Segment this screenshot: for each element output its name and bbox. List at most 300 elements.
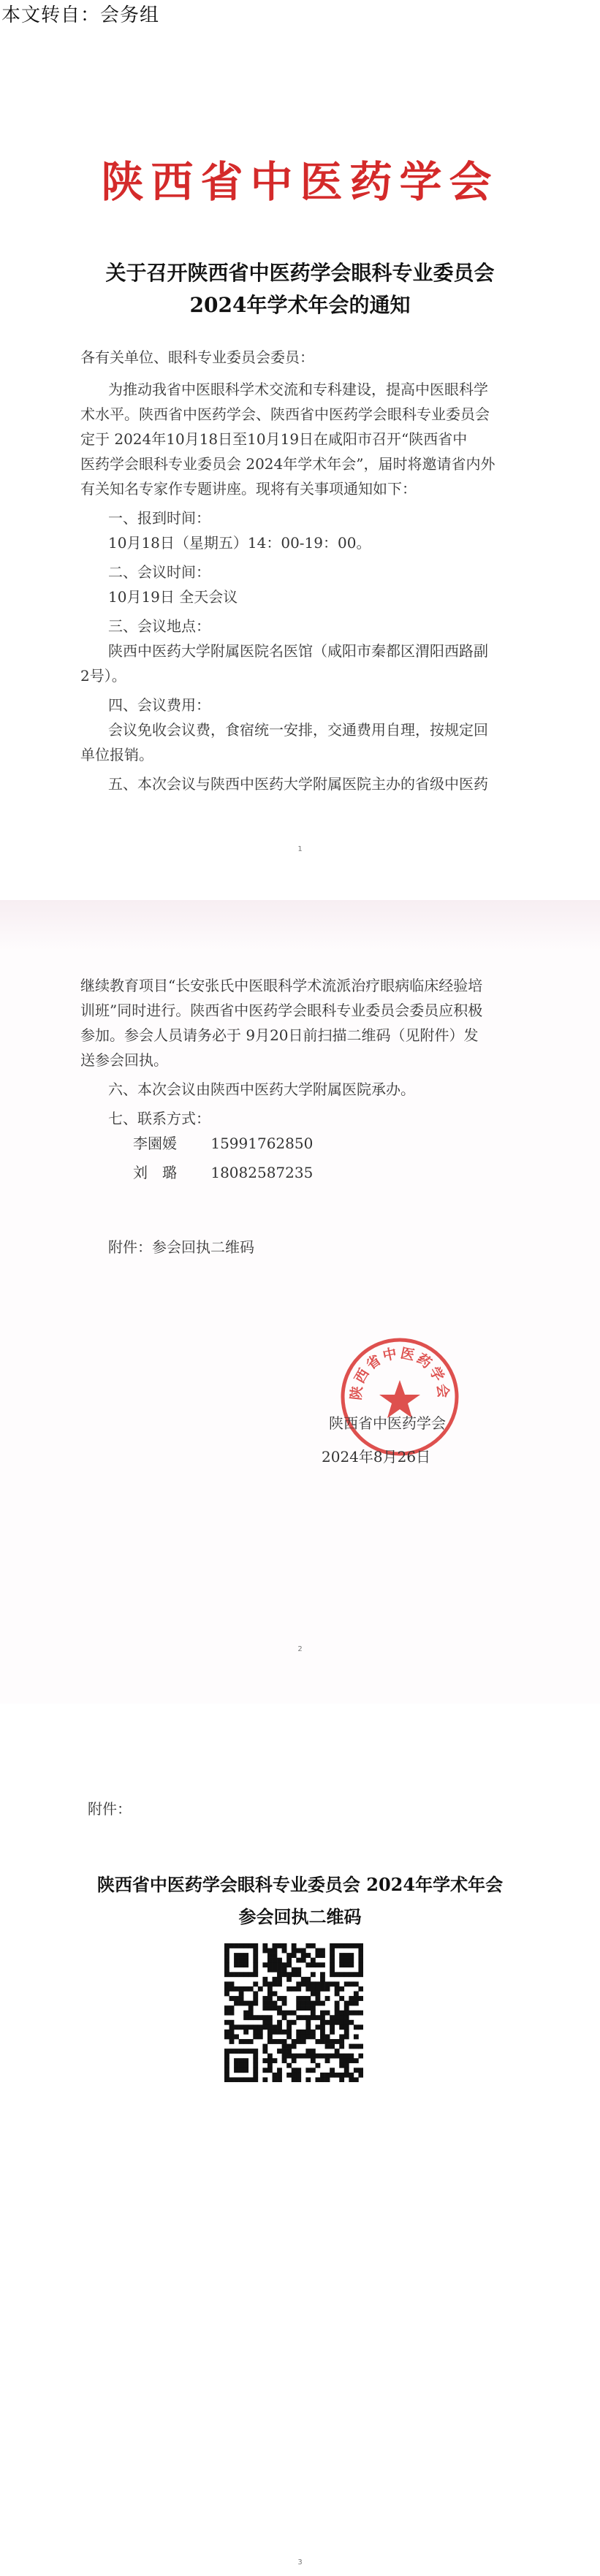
qr-module (358, 1962, 363, 1967)
qr-module (282, 2058, 287, 2063)
qr-module (286, 2020, 292, 2025)
qr-module (273, 1981, 278, 1986)
qr-module (229, 1981, 235, 1986)
qr-module (335, 2054, 340, 2059)
qr-module (311, 1958, 316, 1963)
qr-module (339, 1958, 344, 1963)
qr-module (358, 2068, 363, 2073)
qr-module (262, 1962, 267, 1967)
qr-module (292, 1967, 297, 1973)
qr-module (286, 1977, 292, 1982)
qr-module (267, 2068, 273, 2073)
qr-module (305, 2001, 311, 2006)
qr-module (234, 2063, 239, 2068)
qr-module (273, 1962, 278, 1967)
qr-module (253, 2063, 258, 2068)
qr-module (344, 2063, 349, 2068)
qr-module (320, 2024, 325, 2030)
qr-module (224, 1962, 229, 1967)
qr-module (292, 1943, 297, 1948)
qr-module (311, 2049, 316, 2054)
qr-module (311, 2054, 316, 2059)
qr-module (339, 2058, 344, 2063)
qr-module (315, 1962, 320, 1967)
qr-module (349, 2058, 354, 2063)
qr-module (305, 2054, 311, 2059)
qr-module (229, 1972, 235, 1977)
qr-module (354, 2058, 359, 2063)
qr-module (224, 1948, 229, 1954)
qr-module (311, 2011, 316, 2016)
repost-label: 本文转自：会务组 (1, 4, 160, 26)
qr-module (311, 1972, 316, 1977)
qr-module (305, 2005, 311, 2011)
qr-module (325, 2077, 330, 2082)
qr-module (229, 2011, 235, 2016)
qr-module (301, 1958, 306, 1963)
qr-module (344, 1953, 349, 1958)
qr-module (354, 2077, 359, 2082)
qr-module (267, 1967, 273, 1973)
qr-module (224, 2068, 229, 2073)
qr-module (229, 2020, 235, 2025)
qr-module (330, 1943, 335, 1948)
qr-module (239, 1962, 244, 1967)
page-number: 3 (297, 2558, 303, 2567)
qr-module (253, 2030, 258, 2035)
qr-module (239, 2049, 244, 2054)
qr-module (305, 2015, 311, 2020)
qr-module (301, 2001, 306, 2006)
qr-module (262, 2068, 267, 2073)
qr-module (248, 2039, 254, 2044)
signing-organization: 陕西省中医药学会 (329, 1414, 446, 1432)
continuation-line: 继续教育项目“长安张氏中医眼科学术流派治疗眼病临床经验培 (80, 977, 483, 994)
qr-module (234, 1962, 239, 1967)
qr-module (243, 2030, 248, 2035)
qr-module (267, 2020, 273, 2025)
qr-module (243, 2049, 248, 2054)
qr-module (277, 2024, 282, 2030)
qr-module (339, 1986, 344, 1992)
qr-module (320, 2077, 325, 2082)
qr-module (239, 2001, 244, 2006)
qr-module (253, 2054, 258, 2059)
page-number: 1 (297, 845, 303, 853)
qr-module (305, 2034, 311, 2039)
qr-module (224, 1981, 229, 1986)
qr-module (330, 2030, 335, 2035)
qr-module (229, 1943, 235, 1948)
qr-module (248, 2077, 254, 2082)
qr-module (344, 2068, 349, 2073)
qr-module (320, 2054, 325, 2059)
qr-module (239, 1958, 244, 1963)
qr-module (325, 2054, 330, 2059)
qr-module (320, 1948, 325, 1954)
qr-module (262, 2049, 267, 2054)
qr-module (277, 2030, 282, 2035)
qr-module (243, 1953, 248, 1958)
qr-module (349, 2077, 354, 2082)
qr-module (320, 2039, 325, 2044)
qr-module (301, 2030, 306, 2035)
qr-module (282, 1962, 287, 1967)
qr-module (262, 2015, 267, 2020)
qr-module (335, 2015, 340, 2020)
qr-module (301, 1953, 306, 1958)
qr-module (335, 2049, 340, 2054)
qr-module (344, 2073, 349, 2078)
qr-module (248, 2011, 254, 2016)
qr-module (273, 2077, 278, 2082)
qr-module (277, 1943, 282, 1948)
qr-module (248, 2024, 254, 2030)
qr-module (243, 1972, 248, 1977)
qr-module (286, 2011, 292, 2016)
qr-module (354, 1996, 359, 2001)
qr-module (330, 1953, 335, 1958)
qr-module (243, 2015, 248, 2020)
qr-module (229, 1986, 235, 1992)
qr-module (267, 1992, 273, 1997)
qr-module (282, 1943, 287, 1948)
qr-module (243, 2001, 248, 2006)
qr-module (354, 2001, 359, 2006)
qr-module (305, 2077, 311, 2082)
qr-module (339, 2020, 344, 2025)
qr-module (282, 2039, 287, 2044)
fee-line: 会议免收会议费，食宿统一安排，交通费用自理，按规定回 (108, 721, 488, 739)
qr-module (253, 1996, 258, 2001)
qr-module (315, 1948, 320, 1954)
qr-module (239, 2058, 244, 2063)
qr-module (325, 2044, 330, 2049)
section-6: 六、本次会议由陕西中医药大学附属医院承办。 (108, 1081, 415, 1098)
qr-module (243, 2058, 248, 2063)
qr-module (301, 2054, 306, 2059)
notice-title-line-2: 2024年学术年会的通知 (189, 293, 411, 317)
qr-module (262, 1981, 267, 1986)
qr-module (239, 2024, 244, 2030)
qr-module (344, 1981, 349, 1986)
qr-module (234, 2058, 239, 2063)
document-page-3 (0, 1711, 600, 2576)
qr-module (305, 2030, 311, 2035)
qr-module (339, 2044, 344, 2049)
qr-module (262, 1948, 267, 1954)
qr-module (273, 2073, 278, 2078)
qr-module (267, 2063, 273, 2068)
qr-module (224, 1967, 229, 1973)
qr-module (325, 2011, 330, 2016)
qr-module (273, 1953, 278, 1958)
qr-module (296, 1981, 301, 1986)
qr-module (339, 2015, 344, 2020)
qr-module (292, 2020, 297, 2025)
qr-module (335, 2011, 340, 2016)
qr-module (349, 2054, 354, 2059)
venue-line: 陕西中医药大学附属医院名医馆（咸阳市秦都区渭阳西路副 (108, 642, 488, 660)
qr-module (229, 2077, 235, 2082)
qr-module (267, 2034, 273, 2039)
qr-module (344, 1943, 349, 1948)
qr-module (234, 1996, 239, 2001)
qr-module (224, 1943, 229, 1948)
qr-module (253, 1953, 258, 1958)
qr-module (315, 2001, 320, 2006)
contact-row (80, 1131, 526, 1156)
qr-module (325, 1981, 330, 1986)
qr-module (267, 2058, 273, 2063)
attachment-title-line-2: 参会回执二维码 (238, 1906, 362, 1927)
qr-module (344, 2058, 349, 2063)
qr-module (253, 2058, 258, 2063)
qr-module (248, 2001, 254, 2006)
qr-module (248, 2049, 254, 2054)
qr-module (282, 2044, 287, 2049)
qr-module (320, 2034, 325, 2039)
qr-module (358, 1986, 363, 1992)
registration-time: 10月18日（星期五）14：00-19：00。 (108, 534, 371, 552)
qr-module (273, 1977, 278, 1982)
qr-module (234, 2068, 239, 2073)
qr-module (325, 1986, 330, 1992)
qr-module (277, 2011, 282, 2016)
qr-module (325, 1996, 330, 2001)
qr-module (358, 1967, 363, 1973)
qr-module (305, 2024, 311, 2030)
qr-module (330, 1972, 335, 1977)
qr-module (315, 1986, 320, 1992)
qr-module (311, 2058, 316, 2063)
qr-module (305, 2049, 311, 2054)
qr-module (286, 1986, 292, 1992)
qr-module (344, 2030, 349, 2035)
qr-module (277, 2039, 282, 2044)
organization-header: 陕西省中医药学会 (101, 157, 499, 207)
qr-module (358, 1996, 363, 2001)
qr-module (262, 2020, 267, 2025)
qr-module (253, 2015, 258, 2020)
qr-module (320, 1986, 325, 1992)
qr-module (358, 2024, 363, 2030)
registration-qr-code-icon (224, 1943, 363, 2082)
qr-module (354, 1943, 359, 1948)
qr-module (277, 1977, 282, 1982)
qr-module (344, 1972, 349, 1977)
qr-module (286, 2044, 292, 2049)
qr-module (239, 1986, 244, 1992)
qr-module (277, 1981, 282, 1986)
qr-module (335, 2039, 340, 2044)
qr-module (320, 2011, 325, 2016)
qr-module (286, 2030, 292, 2035)
qr-module (286, 1972, 292, 1977)
qr-module (325, 2039, 330, 2044)
contact-name: 刘 璐 (133, 1164, 177, 1181)
attachment-note: 附件：参会回执二维码 (108, 1238, 254, 1256)
qr-module (243, 1958, 248, 1963)
section-7-heading: 七、联系方式： (108, 1110, 210, 1127)
contact-phone: 15991762850 (210, 1135, 314, 1152)
qr-module (344, 2020, 349, 2025)
qr-module (286, 2063, 292, 2068)
official-seal-icon (338, 1335, 462, 1459)
intro-line: 医药学会眼科专业委员会 2024年学术年会”，届时将邀请省内外 (80, 455, 495, 473)
qr-module (229, 1996, 235, 2001)
qr-module (243, 1986, 248, 1992)
continuation-line: 参加。参会人员请务必于 9月20日前扫描二维码（见附件）发 (80, 1026, 479, 1044)
qr-module (282, 1996, 287, 2001)
qr-module (243, 2024, 248, 2030)
qr-module (296, 2001, 301, 2006)
qr-module (296, 2005, 301, 2011)
qr-module (224, 2020, 229, 2025)
qr-module (253, 2049, 258, 2054)
section-2-heading: 二、会议时间： (108, 563, 210, 581)
qr-module (296, 1996, 301, 2001)
fee-line: 单位报销。 (80, 746, 153, 763)
qr-module (267, 1996, 273, 2001)
qr-module (262, 2077, 267, 2082)
qr-module (267, 2005, 273, 2011)
qr-module (349, 1981, 354, 1986)
qr-module (311, 2001, 316, 2006)
qr-module (253, 1943, 258, 1948)
qr-module (296, 1958, 301, 1963)
qr-module (330, 2068, 335, 2073)
qr-module (224, 2030, 229, 2035)
qr-module (253, 2068, 258, 2073)
qr-module (315, 2054, 320, 2059)
qr-module (320, 1953, 325, 1958)
qr-module (335, 1943, 340, 1948)
qr-module (267, 2024, 273, 2030)
qr-module (273, 2030, 278, 2035)
qr-module (305, 1996, 311, 2001)
qr-module (229, 2049, 235, 2054)
qr-module (286, 2073, 292, 2078)
qr-module (239, 1943, 244, 1948)
qr-module (262, 2005, 267, 2011)
qr-module (354, 2011, 359, 2016)
qr-module (267, 2054, 273, 2059)
qr-module (339, 1962, 344, 1967)
qr-module (315, 1996, 320, 2001)
qr-module (311, 2034, 316, 2039)
qr-module (296, 1948, 301, 1954)
qr-module (320, 1962, 325, 1967)
qr-module (234, 2049, 239, 2054)
qr-module (330, 2020, 335, 2025)
qr-module (335, 2005, 340, 2011)
qr-module (330, 2039, 335, 2044)
qr-module (344, 2034, 349, 2039)
qr-module (253, 1967, 258, 1973)
qr-module (292, 2044, 297, 2049)
qr-module (358, 1948, 363, 1954)
qr-module (315, 1953, 320, 1958)
qr-module (277, 1962, 282, 1967)
qr-module (305, 1981, 311, 1986)
qr-module (296, 2015, 301, 2020)
qr-module (320, 2015, 325, 2020)
qr-module (320, 2030, 325, 2035)
qr-module (315, 2077, 320, 2082)
qr-module (258, 2034, 263, 2039)
qr-module (273, 2001, 278, 2006)
qr-module (282, 2049, 287, 2054)
qr-module (339, 1943, 344, 1948)
qr-module (277, 2005, 282, 2011)
qr-module (277, 2049, 282, 2054)
notice-body (80, 345, 526, 796)
qr-module (292, 2077, 297, 2082)
qr-module (267, 1953, 273, 1958)
qr-module (301, 1996, 306, 2001)
qr-module (315, 2015, 320, 2020)
qr-module (253, 1972, 258, 1977)
qr-module (354, 2068, 359, 2073)
qr-module (267, 2001, 273, 2006)
qr-module (277, 2020, 282, 2025)
qr-module (301, 1977, 306, 1982)
qr-module (224, 2073, 229, 2078)
qr-module (311, 1986, 316, 1992)
qr-module (282, 1972, 287, 1977)
qr-module (224, 1953, 229, 1958)
qr-module (253, 2073, 258, 2078)
qr-module (305, 1953, 311, 1958)
qr-module (330, 2024, 335, 2030)
qr-module (273, 1948, 278, 1954)
qr-module (344, 2005, 349, 2011)
section-1-heading: 一、报到时间： (108, 509, 210, 527)
signing-date: 2024年8月26日 (322, 1448, 431, 1466)
qr-module (239, 2063, 244, 2068)
qr-module (277, 2073, 282, 2078)
qr-module (258, 1986, 263, 1992)
qr-module (248, 1986, 254, 1992)
page-number: 2 (297, 1645, 303, 1653)
qr-module (330, 2015, 335, 2020)
qr-module (325, 2034, 330, 2039)
qr-module (267, 1981, 273, 1986)
qr-module (253, 1992, 258, 1997)
qr-module (358, 1958, 363, 1963)
qr-module (224, 2058, 229, 2063)
qr-module (253, 1981, 258, 1986)
venue-line: 2号）。 (80, 667, 126, 685)
qr-module (339, 2077, 344, 2082)
qr-module (330, 1967, 335, 1973)
qr-module (292, 2073, 297, 2078)
qr-module (358, 1972, 363, 1977)
qr-module (224, 2054, 229, 2059)
qr-module (349, 1996, 354, 2001)
qr-module (335, 1986, 340, 1992)
qr-module (286, 2054, 292, 2059)
qr-module (286, 2049, 292, 2054)
qr-module (282, 2001, 287, 2006)
qr-module (358, 2011, 363, 2016)
qr-module (286, 1953, 292, 1958)
qr-module (262, 2058, 267, 2063)
qr-module (267, 1948, 273, 1954)
qr-module (354, 1992, 359, 1997)
qr-module (248, 2015, 254, 2020)
